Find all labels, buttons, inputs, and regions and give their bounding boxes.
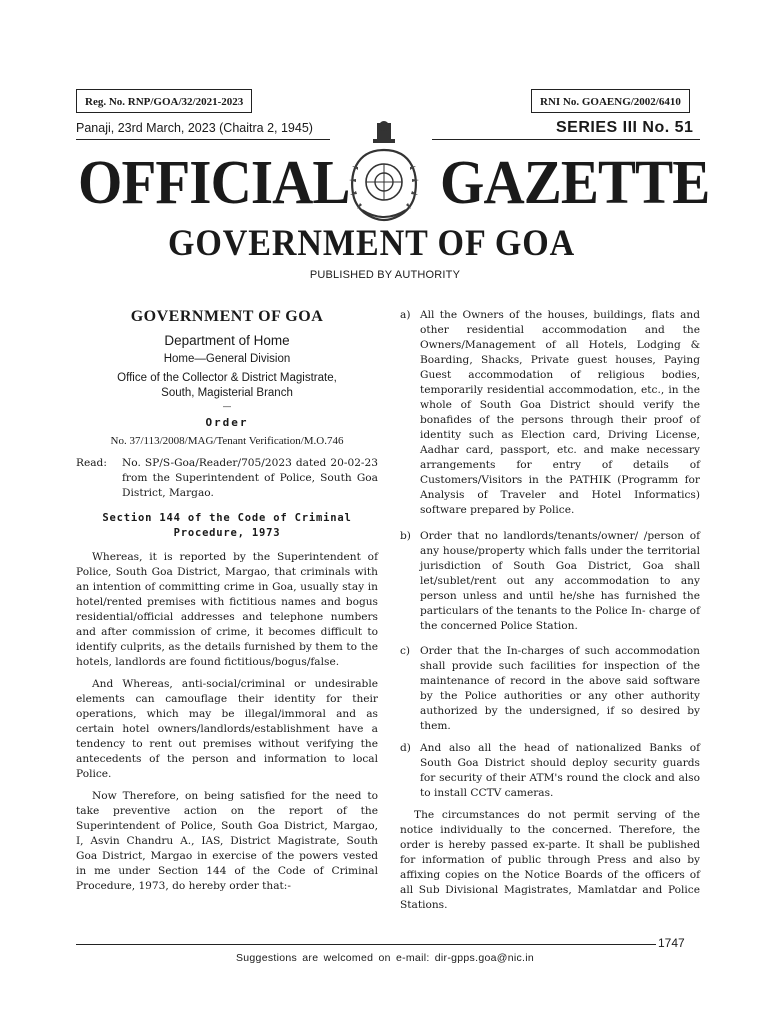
list-item xyxy=(400,529,700,641)
gazette-title-official: OFFICIAL xyxy=(78,149,350,217)
goa-emblem-icon xyxy=(338,120,430,224)
list-item-label: c) xyxy=(400,645,411,657)
list-item-text: All the Owners of the houses, buildings, flats and other residential accommodation and the Owners/Management of all Hotels, Lodging & Boarding, Shacks, Private guest houses, Paying Guest accommodation of religious bodies, temporarily residential accommodation, etc., in the whole of South Goa District should verify the bonafides of the persons through their proof of identity such as Election card, Driving License, Aadhar card, passport, etc. and make necessary arrangements for entry of details of Customers/Visitors in the PATHIK (Programm for Analysis of Traveler and Hotel Informatics) software prepared by Police. xyxy=(420,309,700,516)
section-title-line-2: Procedure, 1973 xyxy=(173,527,281,539)
registration-number-box xyxy=(76,89,252,113)
list-item-text: Order that the In-charges of such accommodation shall provide such facilities for inspection of the maintenance of record in the above said software by the Police authorities or any other authority authorized by the undersigned, if so desired by them. xyxy=(420,645,700,732)
left-column xyxy=(76,308,378,894)
list-item-label: b) xyxy=(400,530,411,542)
publication-date: Panaji, 23rd March, 2023 (Chaitra 2, 1945) xyxy=(76,121,313,135)
office-line-1: Office of the Collector & District Magistrate, xyxy=(117,372,337,384)
division-name: Home—General Division xyxy=(163,353,291,365)
series-underline xyxy=(432,139,700,140)
list-item xyxy=(400,308,700,522)
read-text: No. SP/S-Goa/Reader/705/2023 dated 20-02-23 from the Superintendent of Police, South Goa District, Margao. xyxy=(122,457,378,499)
right-column xyxy=(400,308,700,918)
department-name: Department of Home xyxy=(164,333,290,348)
order-label: Order xyxy=(205,416,249,429)
footer-rule xyxy=(76,944,656,945)
rni-number-box xyxy=(531,89,690,113)
registration-number: Reg. No. RNP/GOA/32/2021-2023 xyxy=(85,96,244,108)
date-underline xyxy=(76,139,330,140)
separator-dash: — xyxy=(223,402,231,411)
paragraph-whereas: Whereas, it is reported by the Superintendent of Police, South Goa District, Margao, that criminals with an intention of committing crime in Goa, usually stay in hotel/rented premises with fictitious names and bogus residential/official addresses and telephone numbers and after commission of crime, it becomes difficult to identify culprits, as the details furnished by them to the hotels, landlords are found fictitious/bogus/false. xyxy=(76,551,378,668)
published-by-authority: PUBLISHED BY AUTHORITY xyxy=(309,269,461,281)
section-heading-government: GOVERNMENT OF GOA xyxy=(130,308,324,325)
order-number: No. 37/113/2008/MAG/Tenant Verification/M.O.746 xyxy=(110,435,344,447)
office-line-2: South, Magisterial Branch xyxy=(161,387,293,399)
read-reference xyxy=(76,456,378,501)
list-item xyxy=(400,644,700,738)
read-label: Read: xyxy=(76,457,107,469)
paragraph-now-therefore: Now Therefore, on being satisfied for the need to take preventive action on the report of the Superintendent of Police, South Goa District, Margao, I, Asvin Chandru A., IAS, District Magistrate, South Goa District, Margao in exercise of the powers vested in me under Section 144 of the Code of Criminal Procedure, 1973, do hereby order that:- xyxy=(76,790,378,892)
page-number: 1747 xyxy=(658,936,685,950)
gazette-title-gazette: GAZETTE xyxy=(440,149,710,217)
government-title: GOVERNMENT OF GOA xyxy=(168,223,576,264)
series-number: SERIES III No. 51 xyxy=(556,119,694,136)
list-item-text: Order that no landlords/tenants/owner/ /person of any house/property which falls under the territorial jurisdiction of South Goa District, Goa shall let/sublet/rent out any accommodation to any person unless and until he/she has furnished the particulars of the tenants to the Police In- charge of the concerned Police Station. xyxy=(420,530,700,632)
suggestions-email: Suggestions are welcomed on e-mail: dir-gpps.goa@nic.in xyxy=(235,952,535,964)
section-title xyxy=(76,511,378,541)
list-item-text: And also all the head of nationalized Banks of South Goa District should deploy security guards for security of their ATM's round the clock and also to install CCTV cameras. xyxy=(420,742,700,799)
paragraph-and-whereas: And Whereas, anti-social/criminal or undesirable elements can camouflage their identity for their operations, which may be illegal/immoral and as certain hotel owners/landlords/establishment have a tendency to rent out premises without verifying the antecedents of the person and information to local Police. xyxy=(76,678,378,780)
rni-number: RNI No. GOAENG/2002/6410 xyxy=(540,96,681,108)
section-title-line-1: Section 144 of the Code of Criminal xyxy=(102,512,352,524)
list-item-label: a) xyxy=(400,309,411,321)
list-item xyxy=(400,741,700,805)
list-item-label: d) xyxy=(400,742,411,754)
closing-paragraph: The circumstances do not permit serving of the notice individually to the concerned. Therefore, the order is hereby passed ex-parte. It shall be published for information of public through Press and also by affixing copies on the Notice Boards of the officers of all Sub Divisional Magistrates, Mamlatdar and Police Stations. xyxy=(400,809,700,911)
